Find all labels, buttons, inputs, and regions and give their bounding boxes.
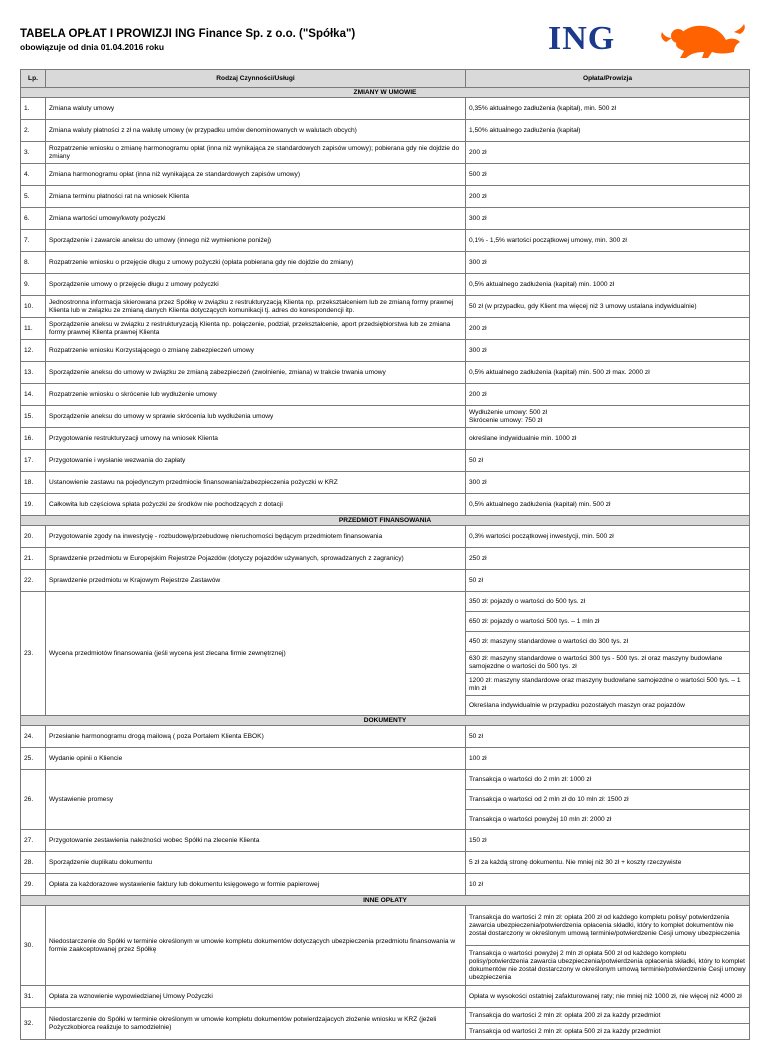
row-fee: 300 zł xyxy=(466,252,750,274)
table-row xyxy=(21,726,750,748)
row-lp: 22. xyxy=(21,570,46,592)
row-lp: 24. xyxy=(21,726,46,748)
row-lp: 3. xyxy=(21,142,46,164)
table-row xyxy=(21,570,750,592)
row-lp: 28. xyxy=(21,852,46,874)
row-desc: Zmiana waluty płatności z zł na walutę umowy (w przypadku umów denominowanych w walutach obcych) xyxy=(46,120,466,142)
table-row xyxy=(21,406,750,428)
row-lp: 4. xyxy=(21,164,46,186)
table-row xyxy=(21,770,750,790)
row-lp: 12. xyxy=(21,340,46,362)
row-desc: Zmiana waluty umowy xyxy=(46,98,466,120)
row-lp: 31. xyxy=(21,986,46,1008)
table-row xyxy=(21,340,750,362)
fee-line: Wydłużenie umowy: 500 zł xyxy=(469,408,548,416)
row-desc: Zmiana harmonogramu opłat (inna niż wynikająca ze standardowych zapisów umowy) xyxy=(46,164,466,186)
fee-line: Skrócenie umowy: 750 zł xyxy=(469,416,543,424)
row-fee: 0,5% aktualnego zadłużenia (kapitał) min. 500 zł xyxy=(466,494,750,516)
table-row xyxy=(21,1008,750,1024)
row-desc: Rozpatrzenie wniosku o skrócenie lub wydłużenie umowy xyxy=(46,384,466,406)
table-row xyxy=(21,142,750,164)
row-desc: Zmiana wartości umowy/kwoty pożyczki xyxy=(46,208,466,230)
row-fee: 10 zł xyxy=(466,874,750,896)
table-row xyxy=(21,230,750,252)
row-fee: 1,50% aktualnego zadłużenia (kapitał) xyxy=(466,120,750,142)
row-lp: 11. xyxy=(21,318,46,340)
table-row xyxy=(21,494,750,516)
row-fee: 0,5% aktualnego zadłużenia (kapitał) min. 500 zł max. 2000 zł xyxy=(466,362,750,384)
row-lp: 21. xyxy=(21,548,46,570)
row-lp: 30. xyxy=(21,906,46,986)
table-row xyxy=(21,384,750,406)
table-row xyxy=(21,186,750,208)
header-oplata: Opłata/Prowizja xyxy=(466,70,750,88)
table-row xyxy=(21,748,750,770)
row-desc: Wystawienie promesy xyxy=(46,770,466,830)
row-desc: Przygotowanie zestawienia należności wobec Spółki na zlecenie Klienta xyxy=(46,830,466,852)
row-lp: 20. xyxy=(21,526,46,548)
row-lp: 23. xyxy=(21,592,46,716)
row-desc: Sporządzenie aneksu do umowy w sprawie skrócenia lub wydłużenia umowy xyxy=(46,406,466,428)
section-dokumenty: DOKUMENTY xyxy=(21,716,750,726)
row-fee: 200 zł xyxy=(466,384,750,406)
table-row xyxy=(21,830,750,852)
row-fee: określane indywidualnie min. 1000 zł xyxy=(466,428,750,450)
table-row xyxy=(21,526,750,548)
row-fee: 200 zł xyxy=(466,186,750,208)
row-desc: Sporządzenie aneksu do umowy w związku ze zmianą zabezpieczeń (zwolnienie, zmiana) w trakcie trwania umowy xyxy=(46,362,466,384)
ing-logo-text: ING xyxy=(548,20,616,57)
row-desc: Sporządzenie i zawarcie aneksu do umowy (innego niż wymienione poniżej) xyxy=(46,230,466,252)
table-row xyxy=(21,548,750,570)
fee-table xyxy=(20,69,750,1040)
row-desc: Ustanowienie zastawu na pojedynczym przedmiocie finansowania/zabezpieczenia pożyczki w KRZ xyxy=(46,472,466,494)
row-lp: 13. xyxy=(21,362,46,384)
row-lp: 15. xyxy=(21,406,46,428)
row-lp: 6. xyxy=(21,208,46,230)
document-header xyxy=(20,28,355,52)
table-row xyxy=(21,164,750,186)
row-desc: Sprawdzenie przedmiotu w Krajowym Rejestrze Zastawów xyxy=(46,570,466,592)
document-subtitle: obowiązuje od dnia 01.04.2016 roku xyxy=(20,42,165,52)
section-zmiany-w-umowie: ZMIANY W UMOWIE xyxy=(21,88,750,98)
row-desc: Niedostarczenie do Spółki w terminie określonym w umowie kompletu dokumentów potwierdzajacych złożenie wniosku w KRZ (jeżeli Pożyczkobiorca realizuje to samodzielnie) xyxy=(46,1008,466,1040)
table-row xyxy=(21,450,750,472)
row-fee: 0,5% aktualnego zadłużenia (kapitał) min. 1000 zł xyxy=(466,274,750,296)
table-row xyxy=(21,906,750,946)
row-desc: Przesłanie harmonogramu drogą mailową ( poza Portalem Klienta EBOK) xyxy=(46,726,466,748)
table-row xyxy=(21,874,750,896)
row-fee: 50 zł xyxy=(466,570,750,592)
row-desc: Jednostronna informacja skierowana przez Spółkę w związku z restrukturyzacją Klienta np. przekształceniem lub ze zmianą formy prawnej Klienta lub w związku ze zmianą danych Klienta dotyczących komunikacji tj. adres do korespondencji itp. xyxy=(46,296,466,318)
row-fee: Określana indywidualnie w przypadku pozostałych maszyn oraz pojazdów xyxy=(466,696,750,716)
row-fee: Transakcja do wartości 2 mln zł: opłata 200 zł za każdy przedmiot xyxy=(466,1008,750,1024)
row-fee: Transakcja do wartości 2 mln zł: opłata 200 zł od każdego kompletu polisy/ potwierdzenia zawarcia ubezpieczenia/potwierdzenia opłacenia składki, który to komplet dokumentów nie został dostarczony w określonym umową terminie/potwierdzenie Cesji umowy ubezpieczenia xyxy=(466,906,750,946)
row-fee: 300 zł xyxy=(466,340,750,362)
row-desc: Przygotowanie restrukturyzacji umowy na wniosek Klienta xyxy=(46,428,466,450)
row-fee: 5 zł za każdą stronę dokumentu. Nie mniej niż 30 zł + koszty rzeczywiste xyxy=(466,852,750,874)
row-lp: 5. xyxy=(21,186,46,208)
row-fee: 50 zł (w przypadku, gdy Klient ma więcej niż 3 umowy ustalana indywidualnie) xyxy=(466,296,750,318)
row-fee: 50 zł xyxy=(466,726,750,748)
document-title: TABELA OPŁAT I PROWIZJI ING Finance Sp. z o.o. ("Spółka") xyxy=(20,28,356,40)
row-desc: Sporządzenie umowy o przejęcie długu z umowy pożyczki xyxy=(46,274,466,296)
row-desc: Wydanie opinii o Kliencie xyxy=(46,748,466,770)
row-fee xyxy=(466,406,750,428)
row-lp: 8. xyxy=(21,252,46,274)
row-desc: Sporządzenie duplikatu dokumentu xyxy=(46,852,466,874)
table-row xyxy=(21,592,750,612)
header-lp: Lp. xyxy=(21,70,46,88)
row-desc: Przygotowanie zgody na inwestycję - rozbudowę/przebudowę nieruchomości będącym przedmiotem finansowania xyxy=(46,526,466,548)
row-desc: Sprawdzenie przedmiotu w Europejskim Rejestrze Pojazdów (dotyczy pojazdów używanych, sprowadzanych z zagranicy) xyxy=(46,548,466,570)
row-lp: 10. xyxy=(21,296,46,318)
row-fee: 50 zł xyxy=(466,450,750,472)
row-fee: 630 zł: maszyny standardowe o wartości 300 tys - 500 tys. zł oraz maszyny budowlane samojezdne o wartości do 500 tys. zł xyxy=(466,652,750,674)
row-lp: 16. xyxy=(21,428,46,450)
row-desc: Sporządzenie aneksu w związku z restrukturyzacją Klienta np. połączenie, podział, przekształcenie, aport przedsiębiorstwa lub ze zmiana formy prawnej Klienta prawnej Klienta xyxy=(46,318,466,340)
row-lp: 17. xyxy=(21,450,46,472)
row-fee: 500 zł xyxy=(466,164,750,186)
table-row xyxy=(21,252,750,274)
table-row xyxy=(21,120,750,142)
row-lp: 7. xyxy=(21,230,46,252)
row-desc: Całkowita lub częściowa spłata pożyczki ze środków nie pochodzących z dotacji xyxy=(46,494,466,516)
row-lp: 32. xyxy=(21,1008,46,1040)
row-fee: 200 zł xyxy=(466,318,750,340)
row-fee: 450 zł: maszyny standardowe o wartości do 300 tys. zł xyxy=(466,632,750,652)
table-row xyxy=(21,318,750,340)
row-fee: Opłata w wysokości ostatniej zafakturowanej raty; nie mniej niż 1000 zł, nie więcej niż 4000 zł xyxy=(466,986,750,1008)
row-lp: 1. xyxy=(21,98,46,120)
row-fee: 350 zł: pojazdy o wartości do 500 tys. zł xyxy=(466,592,750,612)
row-fee: 100 zł xyxy=(466,748,750,770)
row-desc: Rozpatrzenie wniosku o zmianę harmonogramu opłat (inna niż wynikająca ze standardowych zapisów umowy); pobierana gdy nie dojdzie do zmiany xyxy=(46,142,466,164)
table-row xyxy=(21,296,750,318)
row-desc: Opłata za wznowienie wypowiedzianej Umowy Pożyczki xyxy=(46,986,466,1008)
row-lp: 14. xyxy=(21,384,46,406)
row-lp: 18. xyxy=(21,472,46,494)
table-row xyxy=(21,472,750,494)
row-desc: Rozpatrzenie wniosku Korzystającego o zmianę zabezpieczeń umowy xyxy=(46,340,466,362)
ing-logo xyxy=(548,18,748,64)
row-fee: Transakcja od wartości 2 mln zł: opłata 500 zł za każdy przedmiot xyxy=(466,1024,750,1040)
row-desc: Rozpatrzenie wniosku o przejęcie długu z umowy pożyczki (opłata pobierana gdy nie dojdzie do zmiany) xyxy=(46,252,466,274)
table-row xyxy=(21,362,750,384)
row-fee: 200 zł xyxy=(466,142,750,164)
row-lp: 9. xyxy=(21,274,46,296)
row-fee: 300 zł xyxy=(466,208,750,230)
table-row xyxy=(21,274,750,296)
table-row xyxy=(21,986,750,1008)
row-desc: Przygotowanie i wysłanie wezwania do zapłaty xyxy=(46,450,466,472)
table-row xyxy=(21,98,750,120)
row-lp: 27. xyxy=(21,830,46,852)
row-lp: 29. xyxy=(21,874,46,896)
header-rodzaj: Rodzaj Czynności/Usługi xyxy=(46,70,466,88)
section-przedmiot-finansowania: PRZEDMIOT FINANSOWANIA xyxy=(21,516,750,526)
lion-icon xyxy=(656,18,748,62)
row-fee: Transakcja o wartości do 2 mln zł: 1000 zł xyxy=(466,770,750,790)
row-fee: 150 zł xyxy=(466,830,750,852)
row-desc: Niedostarczenie do Spółki w terminie określonym w umowie kompletu dokumentów dotyczących ubezpieczenia przedmiotu finansowania w formie zaakceptowanej przez Spółkę xyxy=(46,906,466,986)
row-fee: Transakcja o wartości powyżej 2 mln zł opłata 500 zł od każdego kompletu polisy/potwierdzenia zawarcia ubezpieczenia/potwierdzenia opłacenia składki, który to komplet dokumentów nie został dostarczony w określonym umową terminie/potwierdzenie Cesji umowy ubezpieczenia xyxy=(466,946,750,986)
row-fee: 300 zł xyxy=(466,472,750,494)
row-desc: Wycena przedmiotów finansowania (jeśli wycena jest zlecana firmie zewnętrznej) xyxy=(46,592,466,716)
row-lp: 26. xyxy=(21,770,46,830)
row-lp: 25. xyxy=(21,748,46,770)
row-desc: Zmiana terminu płatności rat na wniosek Klienta xyxy=(46,186,466,208)
row-fee: 650 zł: pojazdy o wartości 500 tys. – 1 mln zł xyxy=(466,612,750,632)
table-row xyxy=(21,208,750,230)
row-fee: 250 zł xyxy=(466,548,750,570)
row-lp: 2. xyxy=(21,120,46,142)
row-fee: 0,35% aktualnego zadłużenia (kapitał), min. 500 zł xyxy=(466,98,750,120)
section-inne-oplaty: INNE OPŁATY xyxy=(21,896,750,906)
row-fee: Transakcja o wartości powyżej 10 mln zł: 2000 zł xyxy=(466,810,750,830)
row-fee: 1200 zł: maszyny standardowe oraz maszyny budowlane samojezdne o wartości 500 tys. – 1 mln zł xyxy=(466,674,750,696)
row-lp: 19. xyxy=(21,494,46,516)
row-fee: 0,1% - 1,5% wartości początkowej umowy, min. 300 zł xyxy=(466,230,750,252)
table-row xyxy=(21,852,750,874)
row-fee: Transakcja o wartości od 2 mln zł do 10 mln zł: 1500 zł xyxy=(466,790,750,810)
row-desc: Opłata za każdorazowe wystawienie faktury lub dokumentu księgowego w formie papierowej xyxy=(46,874,466,896)
row-fee: 0,3% wartości początkowej inwestycji, min. 500 zł xyxy=(466,526,750,548)
table-row xyxy=(21,428,750,450)
table-header-row xyxy=(21,70,750,88)
